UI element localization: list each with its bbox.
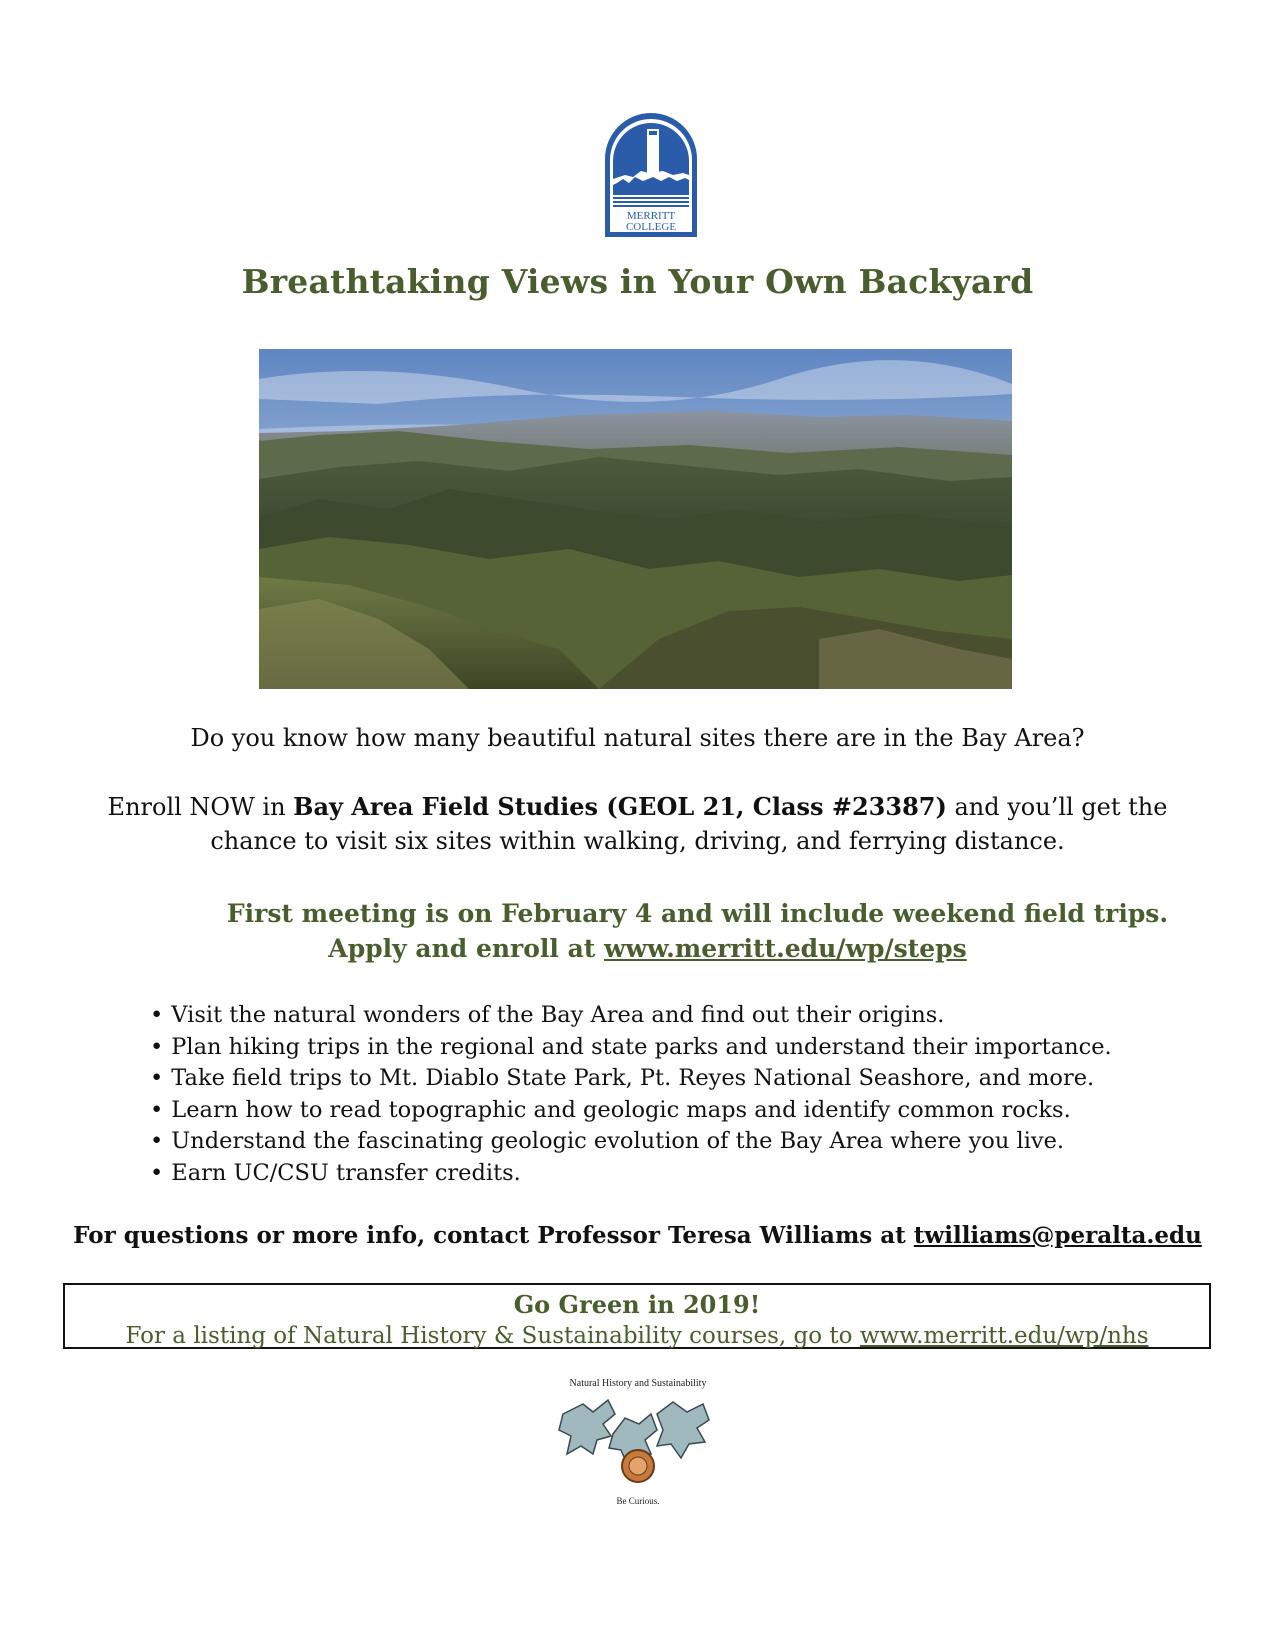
logo-line2: COLLEGE: [625, 221, 677, 233]
enroll-line2: chance to visit six sites within walking, driving, and ferrying distance.: [210, 827, 1065, 855]
course-name: Bay Area Field Studies (GEOL 21, Class #23387): [293, 792, 947, 821]
merritt-college-logo: [603, 113, 699, 237]
contact-email-link[interactable]: twilliams@peralta.edu: [913, 1222, 1202, 1249]
nhs-logo-tagline: Be Curious.: [616, 1496, 660, 1506]
meeting-line2-prefix: Apply and enroll at: [328, 934, 605, 963]
nhs-logo-title: Natural History and Sustainability: [569, 1378, 707, 1389]
logo-line1: MERRITT: [626, 210, 676, 222]
list-item: • Learn how to read topographic and geologic maps and identify common rocks.: [150, 1095, 1112, 1127]
go-green-text-prefix: For a listing of Natural History & Sustainability courses, go to: [125, 1323, 860, 1349]
list-item: • Earn UC/CSU transfer credits.: [150, 1158, 1112, 1190]
list-item: • Visit the natural wonders of the Bay Area and find out their origins.: [150, 1000, 1112, 1032]
meeting-line1: First meeting is on February 4 and will include weekend field trips.: [226, 899, 1169, 928]
go-green-text: [65, 1321, 1209, 1351]
steps-link[interactable]: www.merritt.edu/wp/steps: [604, 934, 967, 963]
contact-line: [0, 1222, 1275, 1249]
list-item: • Take field trips to Mt. Diablo State Park, Pt. Reyes National Seashore, and more.: [150, 1063, 1112, 1095]
enroll-prefix: Enroll NOW in: [107, 793, 294, 821]
go-green-title: Go Green in 2019!: [513, 1290, 761, 1319]
list-item: • Plan hiking trips in the regional and state parks and understand their importance.: [150, 1032, 1112, 1064]
benefits-list: [150, 1000, 1112, 1190]
headline: Breathtaking Views in Your Own Backyard: [241, 262, 1034, 301]
go-green-box: [63, 1283, 1211, 1349]
landscape-photo: [259, 349, 1012, 689]
nhs-link[interactable]: www.merritt.edu/wp/nhs: [859, 1323, 1149, 1349]
intro-question: Do you know how many beautiful natural sites there are in the Bay Area?: [190, 724, 1085, 752]
enroll-paragraph: [60, 790, 1215, 858]
contact-prefix: For questions or more info, contact Professor Teresa Williams at: [73, 1222, 914, 1249]
nhs-logo: [553, 1374, 723, 1510]
list-item: • Understand the fascinating geologic evolution of the Bay Area where you live.: [150, 1126, 1112, 1158]
enroll-suffix: and you’ll get the: [946, 793, 1168, 821]
meeting-info: [60, 896, 1235, 966]
